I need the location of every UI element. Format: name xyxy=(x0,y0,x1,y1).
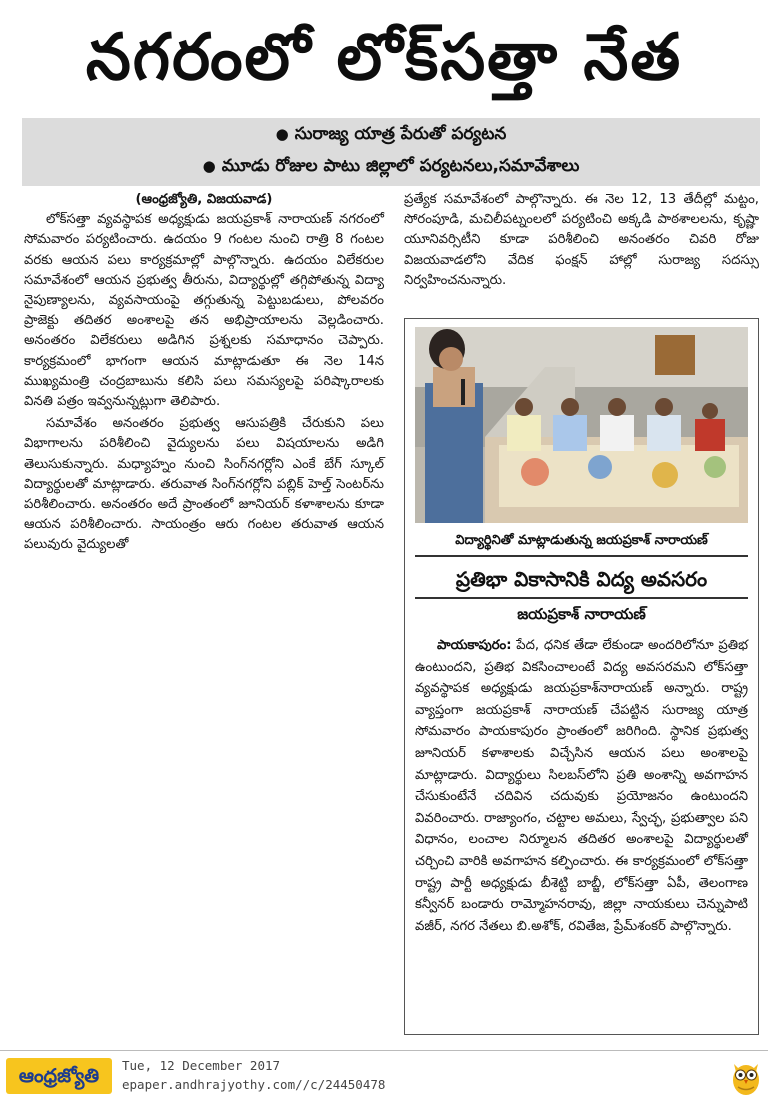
bullet-icon: ● xyxy=(202,157,216,175)
event-photo xyxy=(415,327,748,523)
box-article-body xyxy=(415,635,748,937)
page-headline: నగరంలో లోక్‌సత్తా నేత xyxy=(85,21,683,95)
main-article-continuation xyxy=(404,190,759,291)
article-paragraph: లోక్‌సత్తా వ్యవస్థాపక అధ్యక్షుడు జయప్రకాశ్ నారాయణ్ నగరంలో సోమవారం పర్యటించారు. ఉదయం 9 గంటల నుంచి రాత్రి 8 గంటల వరకు ఆయన పలు కార్యక్రమాల్లో పాల్గొన్నారు. ఉదయం విలేకరుల సమావేశంలో ఆయన ప్రభుత్వ తీరును, విద్యార్థుల్లో తగ్గిపోతున్న విద్యా నైపుణ్యాలను, వ్యవసాయంపై తగ్గుతున్న పెట్టుబడులు, పోలవరం ప్రాజెక్టు తదితర అంశాలపై తన అభిప్రాయాలను వెల్లడించారు. అనంతరం విలేకరులు అడిగిన ప్రశ్నలకు సమాధానం చెప్పారు. కార్యక్రమంలో భాగంగా ఆయన మాట్లాడుతూ ఈ నెల 14న ముఖ్యమంత్రి చంద్రబాబును కలిసి పలు సమస్యలపై పరిష్కారాలకు వినతి పత్రం ఇవ్వనున్నట్లుగా తెలిపారు. xyxy=(24,212,384,410)
epaper-url[interactable]: epaper.andhrajyothy.com//c/24450478 xyxy=(122,1077,386,1092)
box-article-text: పేద, ధనిక తేడా లేకుండా అందరిలోనూ ప్రతిభ ఉంటుందని, ప్రతిభ వికసించాలంటే విద్య అవసరమని లోక్‌సత్తా వ్యవస్థాపక అధ్యక్షుడు జయప్రకాశ్‌నారాయణ్ అన్నారు. రాష్ట్ర వ్యాప్తంగా జయప్రకాశ్ నారాయణ్ చేపట్టిన సురాజ్య యాత్ర సోమవారం పాయకాపురం ప్రాంతంలో జరిగింది. స్థానిక ప్రభుత్వ జూనియర్ కళాశాలకు విచ్చేసిన ఆయన పలు అంశాలపై మాట్లాడారు. విద్యార్థులు సిలబస్‌లోని ప్రతి అంశాన్ని అవగాహన చేసుకుంటేనే చదివిన చదువుకు ప్రయోజనం ఉంటుందని వివరించారు. రాజ్యాంగం, చట్టాల అమలు, స్వేచ్ఛ, ప్రభుత్వాల పని విధానం, లంచాల నిర్మూలన తదితర అంశాలపై విద్యార్థులతో చర్చించి వారికి అవగాహన కల్పించారు. ఈ కార్యక్రమంలో లోక్‌సత్తా రాష్ట్ర పార్టీ అధ్యక్షుడు బీశెట్టి బాబ్జీ, లోక్‌సత్తా ఏపీ, తెలంగాణ కన్వీనర్ బండారు రామ్మోహనరావు, జిల్లా నాయకులు చెన్నుపాటి వజీర్, నగర నేతలు బి.అశోక్, రవితేజ, ప్రేమ్‌శంకర్ పాల్గొన్నారు. xyxy=(415,638,749,934)
subheading-band xyxy=(22,118,760,186)
box-article-dateline: పాయకాపురం: xyxy=(437,638,512,653)
footer-meta xyxy=(122,1056,385,1094)
event-photo-illustration xyxy=(415,327,748,523)
box-article-title: ప్రతిభా వికాసానికి విద్య అవసరం xyxy=(455,567,708,591)
footer-divider xyxy=(0,1050,768,1051)
subheading-2 xyxy=(22,156,760,180)
owl-mascot-icon xyxy=(730,1056,762,1096)
edition-date: Tue, 12 December 2017 xyxy=(122,1058,281,1073)
subheading-1 xyxy=(22,124,760,148)
newspaper-logo[interactable]: ఆంధ్రజ్యోతి xyxy=(6,1058,112,1094)
box-article-byline: జయప్రకాశ్ నారాయణ్ xyxy=(517,605,646,623)
divider xyxy=(415,555,748,557)
article-paragraph: సమావేశం అనంతరం ప్రభుత్వ ఆసుపత్రికి చేరుకుని పలు విభాగాలను పరిశీలించి వైద్యులను పలు విషయాలను అడిగి తెలుసుకున్నారు. మధ్యాహ్నం నుంచి సింగ్‌నగర్లోని ఎంకే బేగ్ స్కూల్ విద్యార్థులతో మాట్లాడారు. తరువాత సింగ్‌నగర్లోని పబ్లిక్ హెల్త్ సెంటర్‌ను పరిశీలించారు. అనంతరం అదే ప్రాంతంలో జూనియర్ కళాశాలను కూడా ఆయన పరిశీలించారు. సాయంత్రం ఆరు గంటల తరువాత ఆయన పలువురు వైద్యులతో xyxy=(24,416,384,553)
subheading-text: సురాజ్య యాత్ర పేరుతో పర్యటన xyxy=(294,124,507,144)
boxed-article xyxy=(404,318,759,1035)
photo-caption: విద్యార్థినితో మాట్లాడుతున్న జయప్రకాశ్ నారాయణ్ xyxy=(455,533,708,548)
subheading-text: మూడు రోజుల పాటు జిల్లాలో పర్యటనలు,సమావేశాలు xyxy=(221,156,580,176)
article-continuation-text: ప్రత్యేక సమావేశంలో పాల్గొన్నారు. ఈ నెల 12, 13 తేదీల్లో మట్టం, సోరంపూడి, మచిలీపట్నంలలో పర్యటించి అక్కడి పాఠశాలలను, కృష్ణా యూనివర్సిటీని కూడా పరిశీలించి అనంతరం చివరి రోజు విజయవాడలోని వేదిక ఫంక్షన్ హాల్లో సురాజ్య సదస్సు నిర్వహించనున్నారు. xyxy=(404,192,759,288)
bullet-icon: ● xyxy=(275,125,289,143)
main-article-column xyxy=(24,190,384,556)
dateline: (ఆంధ్రజ్యోతి, విజయవాడ) xyxy=(135,192,273,207)
divider xyxy=(415,597,748,599)
